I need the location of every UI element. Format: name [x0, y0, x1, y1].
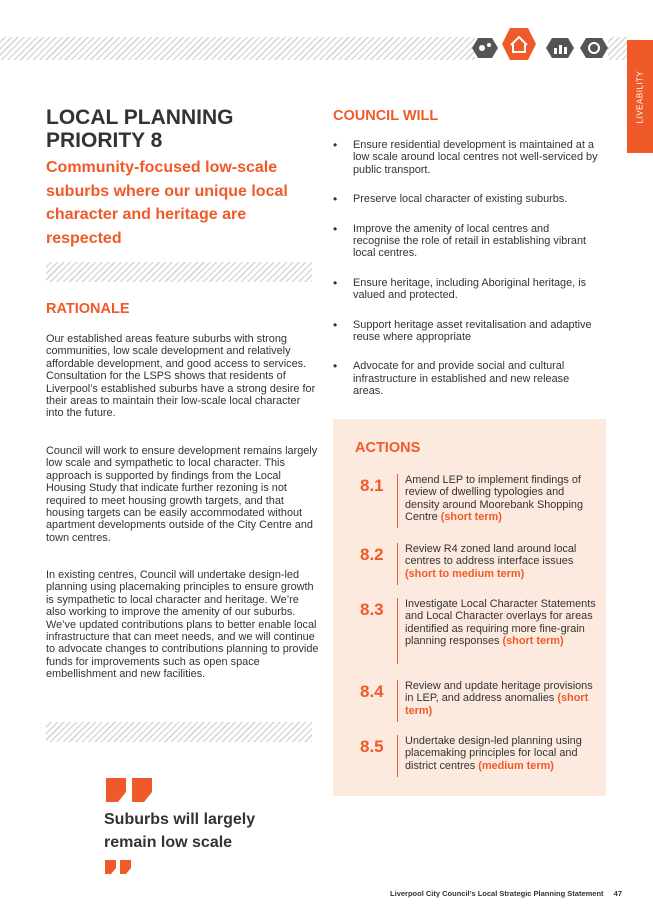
action-number: 8.1: [360, 476, 384, 495]
actions-heading: ACTIONS: [355, 440, 421, 456]
action-text: Investigate Local Character Statements and Local Character overlays for areas identified as requiring more fine-grain planning responses (short term): [405, 598, 596, 648]
action-term: (medium term): [478, 759, 554, 772]
council-item: • Advocate for and provide social and cultural infrastructure in established and new release areas.: [333, 360, 599, 397]
rationale-paragraph-2: Council will work to ensure development remains largely low scale and sympathetic to local character. This approach is supported by findings from the Local Housing Study that indicate further rezoning is not required to meet housing growth targets, and that housing targets can be easily accommodated without apartment developments outside of the City Centre and town centres.: [46, 445, 318, 544]
pull-quote: Suburbs will largely remain low scale: [104, 811, 256, 851]
rationale-paragraph-1: Our established areas feature suburbs with strong communities, low scale development and relatively affordable development, and good access to services. Consultation for the LSPS shows that residents of Liverpool’s established suburbs have a strong desire for their areas to maintain their low-scale local character into the future.: [46, 333, 316, 420]
close-quote-icon: [104, 860, 134, 874]
council-will-list: [333, 139, 599, 398]
council-will-heading: COUNCIL WILL: [333, 108, 439, 124]
title-line-2: PRIORITY 8: [46, 129, 163, 152]
section-side-tab: [627, 40, 653, 153]
priority-subtitle: Community-focused low-scale suburbs where our unique local character and heritage are respected: [46, 159, 288, 247]
action-text: Review and update heritage provisions in LEP, and address anomalies (short term): [405, 680, 593, 717]
action-number: 8.3: [360, 600, 384, 619]
council-item: • Ensure heritage, including Aboriginal heritage, is valued and protected.: [333, 277, 599, 302]
open-quote-icon: [104, 778, 156, 802]
action-divider: [397, 735, 398, 777]
action-text: Amend LEP to implement findings of review of dwelling typologies and density around Moorebank Shopping Centre (short term): [405, 474, 584, 524]
header-hatch-right: [608, 37, 628, 60]
action-divider: [397, 474, 398, 528]
page-title: [46, 106, 296, 152]
rationale-heading: RATIONALE: [46, 301, 130, 317]
action-term: (short term): [502, 635, 564, 648]
action-term: (short term): [440, 511, 502, 524]
page-number: 47: [613, 889, 622, 898]
infrastructure-icon: [580, 36, 608, 60]
action-number: 8.4: [360, 682, 384, 701]
action-number: 8.2: [360, 545, 384, 564]
actions-panel: [333, 419, 606, 796]
action-text: Undertake design-led planning using placemaking principles for local and district centres (medium term): [405, 735, 582, 772]
header-hatch: [0, 37, 475, 60]
council-item: • Preserve local character of existing suburbs.: [333, 193, 599, 205]
divider-hatch-1: [46, 262, 312, 282]
industry-icon: [546, 36, 574, 60]
council-item: • Ensure residential development is maintained at a low scale around local centres not well-serviced by public transport.: [333, 139, 599, 176]
footer-text: Liverpool City Council’s Local Strategic Planning Statement: [390, 889, 604, 898]
title-line-1: LOCAL PLANNING: [46, 106, 234, 129]
council-item: • Improve the amenity of local centres and recognise the role of retail in establishing vibrant local centres.: [333, 223, 599, 260]
action-divider: [397, 598, 398, 664]
action-divider: [397, 680, 398, 722]
action-number: 8.5: [360, 737, 384, 756]
page-footer: [390, 889, 622, 898]
transport-icon: [472, 36, 498, 60]
action-text: Review R4 zoned land around local centres to address interface issues (short to medium term): [405, 543, 577, 580]
divider-hatch-2: [46, 722, 312, 742]
rationale-paragraph-3: In existing centres, Council will undertake design-led planning using placemaking principles to ensure growth is sympathetic to local character and heritage. We’re also working to improve the amenity of our suburbs. We’ve updated contributions plans to better enable local infrastructure that can meet needs, and we will continue to advocate changes to contributions planning to provide funds for improvements such as open space embellishment and new facilities.: [46, 569, 319, 681]
home-icon: [502, 28, 536, 60]
council-item: • Support heritage asset revitalisation and adaptive reuse where appropriate: [333, 319, 599, 344]
side-tab-label: LIVEABILITY: [635, 70, 645, 123]
action-term: (short to medium term): [405, 567, 525, 580]
action-term: (short term): [405, 692, 589, 717]
action-divider: [397, 543, 398, 585]
